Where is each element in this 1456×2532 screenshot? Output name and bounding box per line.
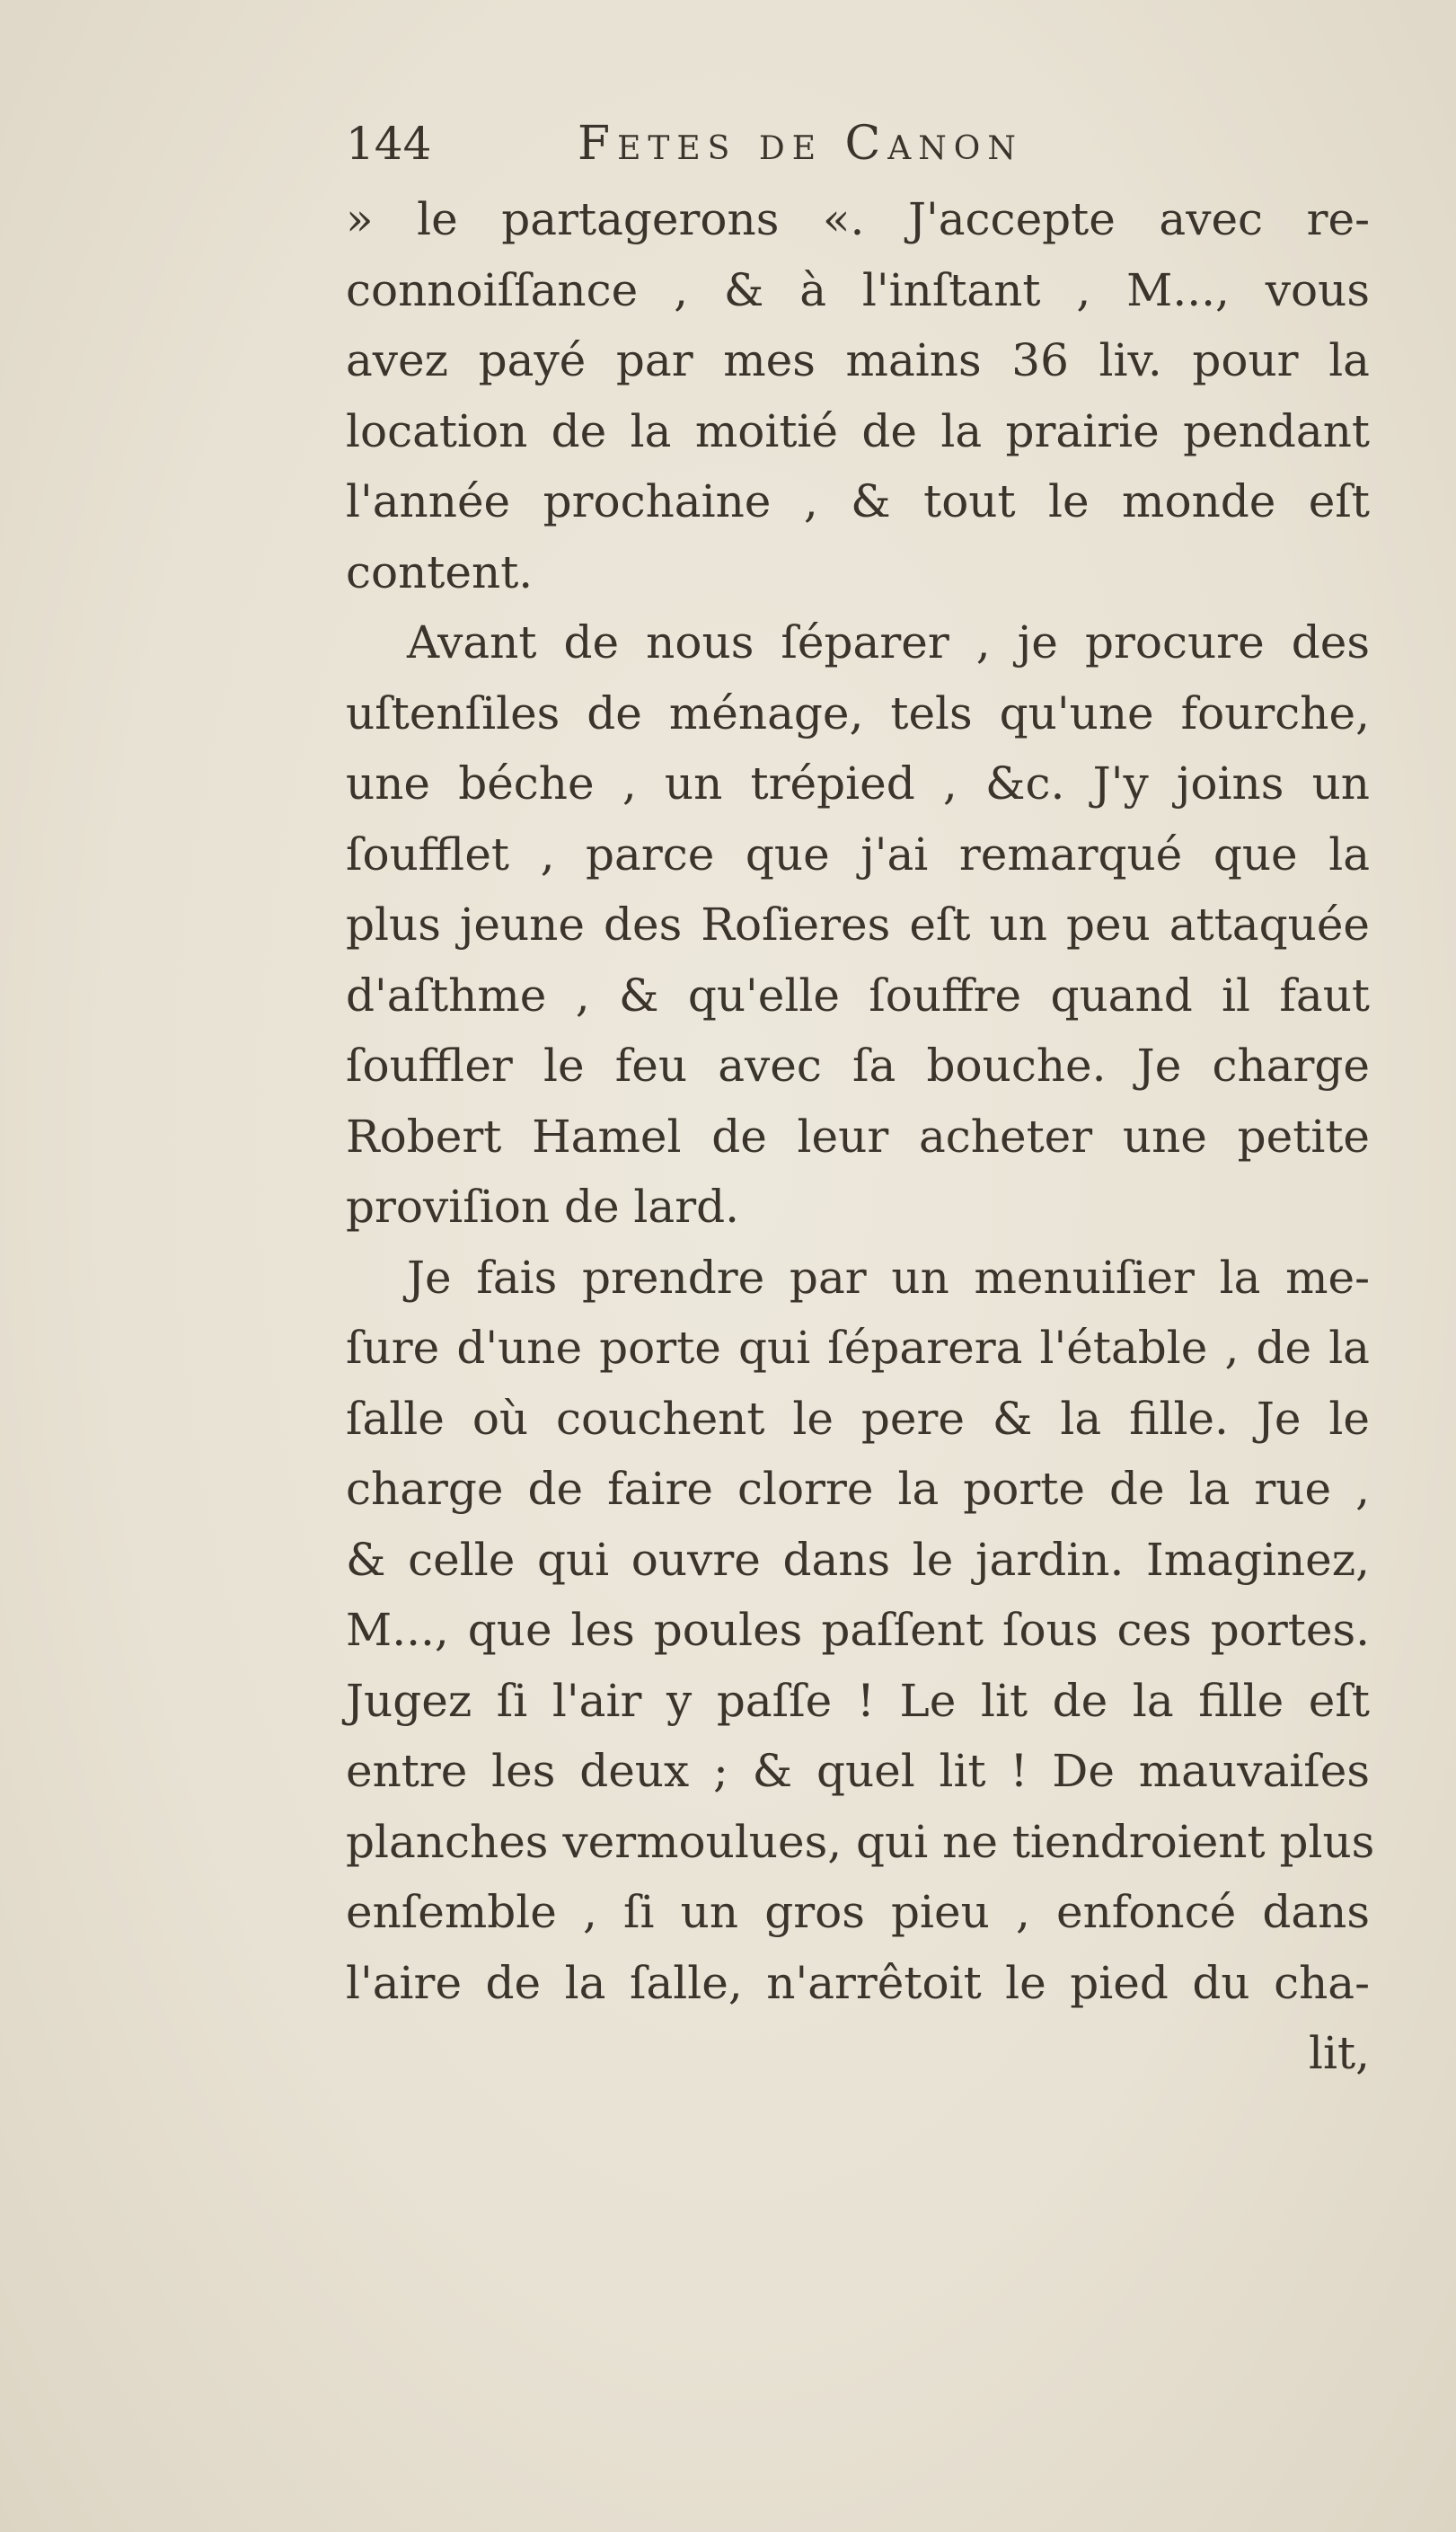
text-line: connoiſſance , & à l'inſtant , M..., vous	[346, 263, 1370, 316]
text-line: ſalle où couchent le pere & la fille. Je le	[346, 1392, 1370, 1445]
text-line: proviſion de lard.	[346, 1181, 740, 1233]
running-title: Fetes de Canon	[578, 117, 1023, 171]
text-line: une béche , un trépied , &c. J'y joins un	[346, 757, 1370, 810]
text-line: enſemble , ſi un gros pieu , enfoncé dans	[346, 1886, 1370, 1938]
text-line: ſure d'une porte qui ſéparera l'étable , de la	[346, 1322, 1370, 1374]
text-line: » le partagerons «. J'accepte avec re-	[346, 193, 1370, 245]
text-line: uſtenſiles de ménage, tels qu'une fourche,	[346, 686, 1370, 739]
text-line: ſoufflet , parce que j'ai remarqué que la	[346, 828, 1370, 881]
text-line: l'aire de la ſalle, n'arrêtoit le pied du cha-	[346, 1956, 1370, 2009]
page-number: 144	[346, 118, 432, 170]
text-line: l'année prochaine , & tout le monde eſt	[346, 475, 1370, 527]
text-line: Avant de nous ſéparer , je procure des	[407, 616, 1370, 668]
body-text	[346, 184, 1375, 2018]
text-line: plus jeune des Roſieres eſt un peu attaquée	[346, 899, 1370, 951]
text-line: location de la moitié de la prairie pendant	[346, 404, 1370, 457]
text-line: M..., que les poules paſſent ſous ces portes.	[346, 1604, 1370, 1656]
text-line: & celle qui ouvre dans le jardin. Imaginez,	[346, 1533, 1370, 1586]
text-line: ſouffler le feu avec ſa bouche. Je charge	[346, 1040, 1370, 1092]
text-block	[346, 103, 1375, 2089]
catchword: lit,	[1309, 2027, 1370, 2079]
text-line: content.	[346, 545, 534, 598]
text-line: entre les deux ; & quel lit ! De mauvaiſes	[346, 1745, 1370, 1797]
text-line: avez payé par mes mains 36 liv. pour la	[346, 334, 1370, 386]
text-line: planches vermoulues, qui ne tiendroient plus	[346, 1815, 1375, 1868]
text-line: Je fais prendre par un menuiſier la me-	[407, 1251, 1370, 1304]
page-header	[346, 103, 1370, 184]
text-line: charge de faire clorre la porte de la rue ,	[346, 1463, 1370, 1515]
text-line: Robert Hamel de leur acheter une petite	[346, 1110, 1370, 1163]
text-line: Jugez ſi l'air y paſſe ! Le lit de la fille eſt	[346, 1674, 1370, 1727]
text-line: d'aſthme , & qu'elle ſouffre quand il faut	[346, 969, 1370, 1022]
